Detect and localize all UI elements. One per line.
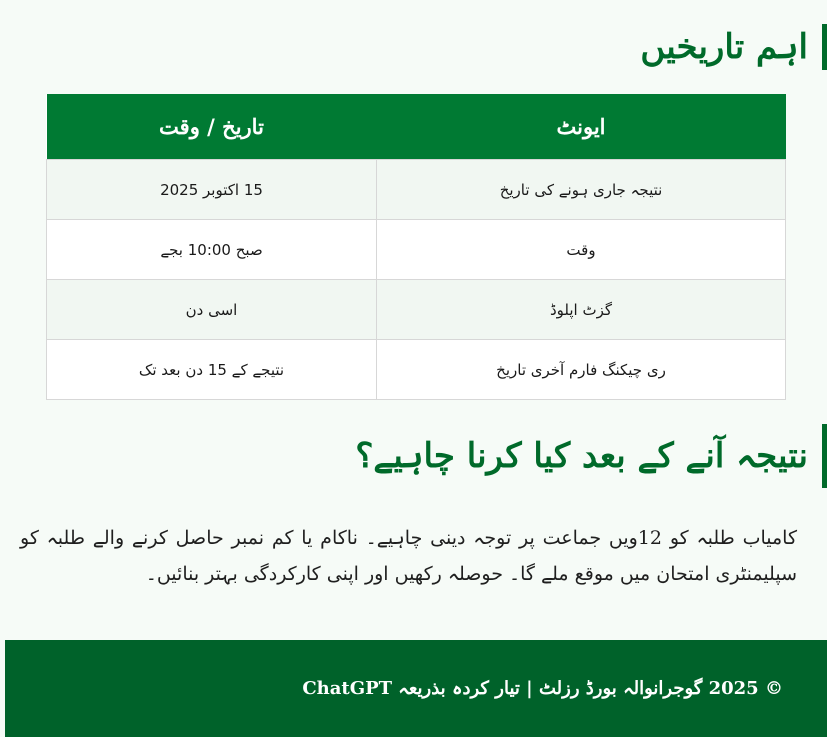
table-header-row xyxy=(47,94,786,160)
table-row xyxy=(47,220,786,280)
table-row xyxy=(47,340,786,400)
event-cell: وقت xyxy=(377,220,786,280)
after-result-heading xyxy=(355,424,827,488)
table-row xyxy=(47,280,786,340)
heading-accent-bar xyxy=(822,24,827,70)
event-cell: نتیجہ جاری ہونے کی تاریخ xyxy=(377,160,786,220)
footer xyxy=(5,640,827,737)
important-dates-table xyxy=(46,94,786,400)
column-header-event: ایونٹ xyxy=(377,94,786,160)
datetime-cell: نتیجے کے 15 دن بعد تک xyxy=(47,340,377,400)
event-cell: گزٹ اپلوڈ xyxy=(377,280,786,340)
after-result-paragraph: کامیاب طلبہ کو 12ویں جماعت پر توجہ دینی چاہیے۔ ناکام یا کم نمبر حاصل کرنے والے طلبہ کو سپلیمنٹری امتحان میں موقع ملے گا۔ حوصلہ رکھیں اور اپنی کارکردگی بہتر بنائیں۔ xyxy=(20,527,797,585)
table-row xyxy=(47,160,786,220)
important-dates-heading xyxy=(640,24,827,70)
event-cell: ری چیکنگ فارم آخری تاریخ xyxy=(377,340,786,400)
datetime-cell: 15 اکتوبر 2025 xyxy=(47,160,377,220)
after-result-title: نتیجہ آنے کے بعد کیا کرنا چاہیے؟ xyxy=(355,436,808,476)
important-dates-title: اہم تاریخیں xyxy=(640,27,808,67)
footer-text: © 2025 گوجرانوالہ بورڈ رزلٹ | تیار کردہ بذریعہ ChatGPT xyxy=(302,678,783,699)
column-header-datetime: تاریخ / وقت xyxy=(47,94,377,160)
datetime-cell: اسی دن xyxy=(47,280,377,340)
datetime-cell: صبح 10:00 بجے xyxy=(47,220,377,280)
heading-accent-bar xyxy=(822,424,827,488)
